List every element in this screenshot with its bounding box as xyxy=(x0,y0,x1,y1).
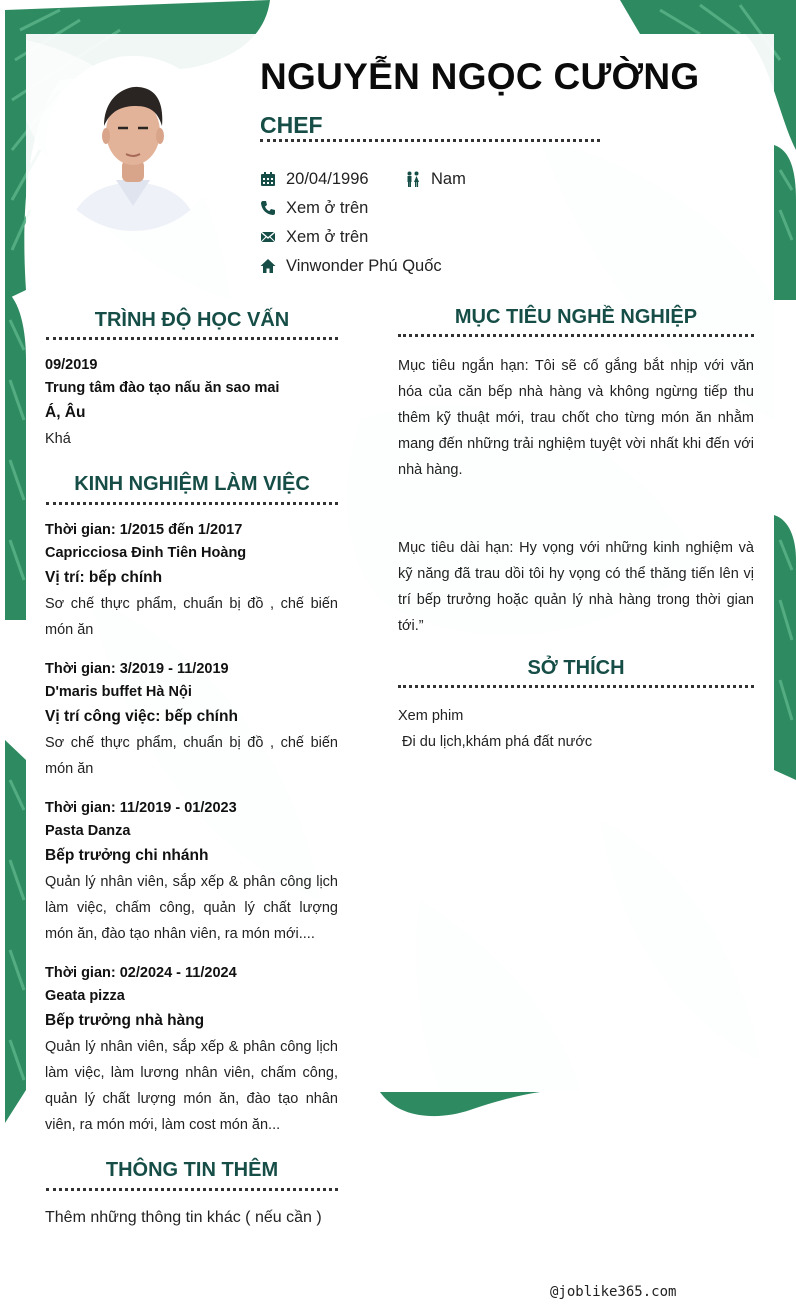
email-value: Xem ở trên xyxy=(286,227,369,246)
experience-position: Bếp trưởng chi nhánh xyxy=(45,847,209,864)
additional-info-text: Thêm những thông tin khác ( nếu cần ) xyxy=(45,1209,322,1226)
education-date: 09/2019 xyxy=(45,357,98,373)
avatar xyxy=(46,56,221,231)
education-grade: Khá xyxy=(45,431,71,447)
email-row xyxy=(260,226,368,248)
gender-row xyxy=(405,168,466,190)
home-icon xyxy=(260,258,276,274)
education-title: TRÌNH ĐỘ HỌC VẤN xyxy=(94,309,290,331)
experience-time: Thời gian: 11/2019 - 01/2023 xyxy=(45,800,237,816)
experience-divider xyxy=(46,502,338,505)
experience-company: Geata pizza xyxy=(45,988,125,1004)
hobby-item: Đi du lịch,khám phá đất nước xyxy=(398,734,593,750)
experience-description: Sơ chế thực phẩm, chuẩn bị đồ , chế biến món ăn xyxy=(45,596,338,638)
experience-position: Bếp trưởng nhà hàng xyxy=(45,1012,205,1029)
experience-position: Vị trí: bếp chính xyxy=(45,569,163,586)
hobbies-divider xyxy=(398,685,754,688)
watermark: @joblike365.com xyxy=(550,1284,677,1300)
portrait-image xyxy=(46,56,221,231)
experience-time: Thời gian: 1/2015 đến 1/2017 xyxy=(45,522,243,538)
experience-time: Thời gian: 02/2024 - 11/2024 xyxy=(45,965,237,981)
experience-company: D'maris buffet Hà Nội xyxy=(45,684,192,700)
phone-row xyxy=(260,197,368,219)
career-objective-title: MỤC TIÊU NGHỀ NGHIỆP xyxy=(454,306,698,328)
birthdate-row xyxy=(260,168,369,190)
people-icon xyxy=(405,171,421,187)
additional-info-divider xyxy=(46,1188,338,1191)
additional-info-title: THÔNG TIN THÊM xyxy=(105,1159,279,1181)
phone-icon xyxy=(260,200,276,216)
education-school: Trung tâm đào tạo nấu ăn sao mai xyxy=(45,380,280,396)
experience-company: Pasta Danza xyxy=(45,823,131,839)
hobby-item: Xem phim xyxy=(398,708,464,724)
experience-position: Vị trí công việc: bếp chính xyxy=(45,708,238,725)
gender-value: Nam xyxy=(431,169,466,188)
long-term-objective: Mục tiêu dài hạn: Hy vọng với những kinh nghiệm và kỹ năng đã trau dồi tôi hy vọng có thể thăng tiến lên vị trí bếp trưởng hoặc quản lý nhà hàng trong thời gian tới.” xyxy=(398,540,754,634)
experience-company: Capricciosa Đinh Tiên Hoàng xyxy=(45,545,247,561)
education-divider xyxy=(46,337,338,340)
experience-description: Sơ chế thực phẩm, chuẩn bị đồ , chế biến món ăn xyxy=(45,735,338,777)
job-title: CHEF xyxy=(260,112,323,138)
education-major: Á, Âu xyxy=(45,404,86,421)
title-divider xyxy=(260,139,600,142)
experience-time: Thời gian: 3/2019 - 11/2019 xyxy=(45,661,229,677)
short-term-objective: Mục tiêu ngắn hạn: Tôi sẽ cố gắng bắt nhịp với văn hóa của căn bếp nhà hàng và không ngừng tiếp thu thêm kỹ thuật mới, trau chốt cho từng món ăn nhằm mang đến những trải nghiệm tuyệt vời nhất khi đến với nhà hàng. xyxy=(398,358,754,478)
calendar-icon xyxy=(260,171,276,187)
experience-title: KINH NGHIỆM LÀM VIỆC xyxy=(74,473,310,495)
birthdate-value: 20/04/1996 xyxy=(286,169,369,188)
experience-description: Quản lý nhân viên, sắp xếp & phân công lịch làm việc, chấm công, quản lý chất lượng món ăn, đào tạo nhân viên, ra món mới.... xyxy=(45,874,338,942)
experience-description: Quản lý nhân viên, sắp xếp & phân công lịch làm việc, làm lương nhân viên, chấm công, quản lý chất lượng món ăn, đào tạo nhân viên, ra món mới, làm cost món ăn... xyxy=(45,1039,338,1133)
phone-value: Xem ở trên xyxy=(286,198,369,217)
career-objective-divider xyxy=(398,334,754,337)
address-row xyxy=(260,255,442,277)
address-value: Vinwonder Phú Quốc xyxy=(286,256,442,275)
candidate-name: NGUYỄN NGỌC CƯỜNG xyxy=(260,56,700,97)
envelope-icon xyxy=(260,229,276,245)
hobbies-title: SỞ THÍCH xyxy=(527,657,625,679)
